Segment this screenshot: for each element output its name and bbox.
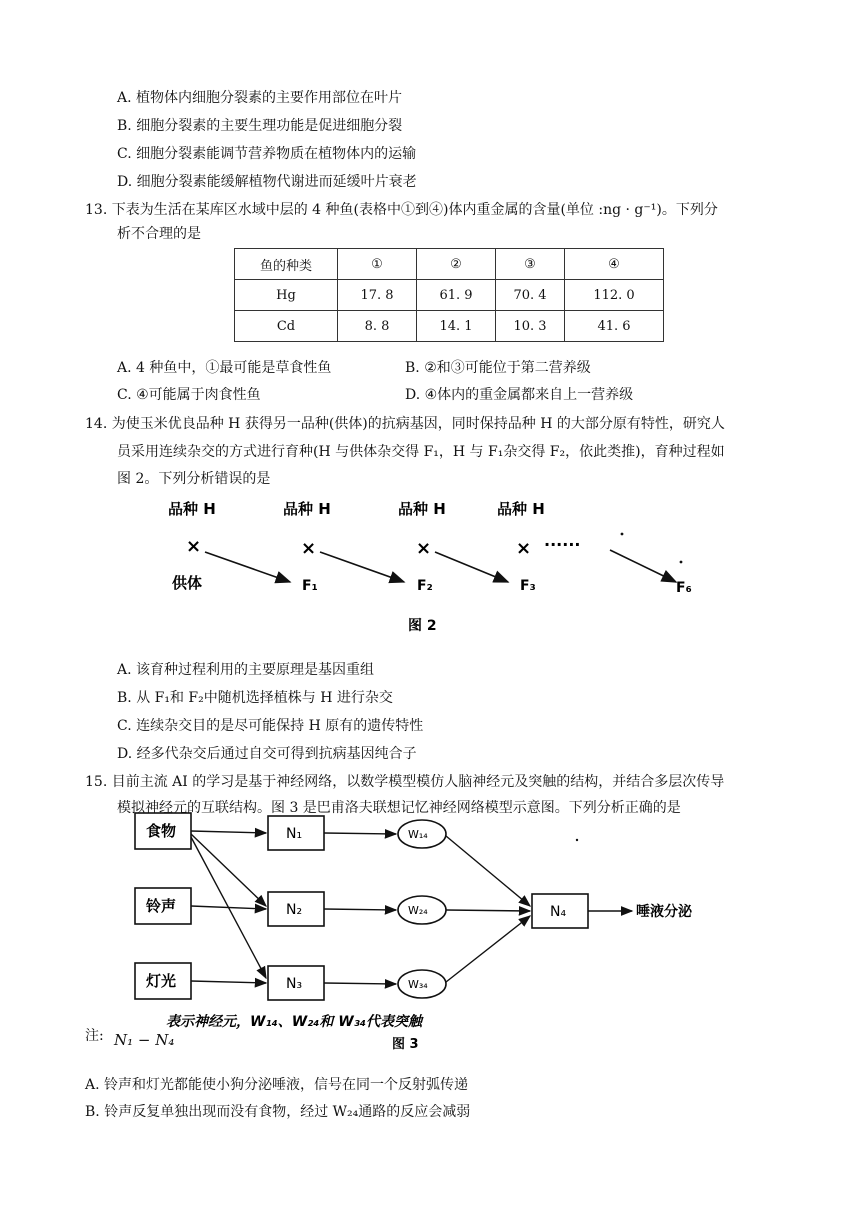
- arrow: [324, 983, 396, 984]
- q14-option-d: D. 经多代杂交后通过自交可得到抗病基因纯合子: [117, 746, 417, 762]
- variety-h-label: 品种 H: [168, 500, 216, 518]
- donor-label: 供体: [172, 574, 203, 592]
- f2-label: F₂: [417, 578, 433, 594]
- ellipsis-dots: ······: [544, 535, 581, 554]
- variety-h-label: 品种 H: [398, 500, 446, 518]
- input-label-light: 灯光: [146, 972, 177, 990]
- synapse-label-w14: W₁₄: [408, 828, 428, 841]
- figure-2-breeding-diagram: [150, 492, 730, 642]
- cross-symbol: ×: [186, 536, 202, 557]
- arrow: [320, 552, 404, 582]
- arrow: [435, 552, 508, 582]
- arrow: [191, 831, 266, 833]
- table-cell: 8. 8: [338, 311, 417, 342]
- table-row: [235, 311, 664, 342]
- cross-symbol: ×: [416, 538, 432, 559]
- table-cell: Hg: [235, 280, 338, 311]
- q14-stem-line1: 14. 为使玉米优良品种 H 获得另一品种(供体)的抗病基因，同时保持品种 H 的大部分原有特性，研究人: [85, 416, 725, 432]
- table-cell: 112. 0: [565, 280, 664, 311]
- synapse-label-w34: W₃₄: [408, 978, 428, 991]
- table-cell: 14. 1: [417, 311, 496, 342]
- fish-metal-table: [234, 248, 664, 342]
- arrow: [324, 909, 396, 910]
- scan-speck: [576, 839, 578, 841]
- table-cell: 10. 3: [496, 311, 565, 342]
- arrow: [610, 550, 676, 582]
- table-header-cell: ①: [338, 249, 417, 280]
- figure-2-caption: 图 2: [408, 618, 437, 634]
- table-cell: 41. 6: [565, 311, 664, 342]
- f3-label: F₃: [520, 578, 536, 594]
- arrow: [446, 916, 530, 982]
- figure-3-neural-network-diagram: [120, 808, 740, 1058]
- q13-option-a: A. 4 种鱼中，①最可能是草食性鱼: [117, 360, 332, 376]
- scan-speck: [621, 533, 624, 536]
- q12-option-b: B. 细胞分裂素的主要生理功能是促进细胞分裂: [117, 118, 403, 134]
- output-label-salivation: 唾液分泌: [636, 904, 692, 920]
- q12-option-c: C. 细胞分裂素能调节营养物质在植物体内的运输: [117, 146, 417, 162]
- table-header-cell: 鱼的种类: [235, 249, 338, 280]
- q15-option-a: A. 铃声和灯光都能使小狗分泌唾液，信号在同一个反射弧传递: [85, 1077, 469, 1093]
- q14-stem-line3: 图 2。下列分析错误的是: [117, 471, 271, 487]
- q14-option-c: C. 连续杂交目的是尽可能保持 H 原有的遗传特性: [117, 718, 424, 734]
- q12-option-a: A. 植物体内细胞分裂素的主要作用部位在叶片: [117, 90, 403, 106]
- cross-symbol: ×: [301, 538, 317, 559]
- cross-symbol: ×: [516, 538, 532, 559]
- table-cell: Cd: [235, 311, 338, 342]
- q15-option-b: B. 铃声反复单独出现而没有食物，经过 W₂₄通路的反应会减弱: [85, 1104, 471, 1120]
- note-math: N₁ − N₄: [114, 1031, 175, 1049]
- neuron-label-n2: N₂: [286, 902, 303, 918]
- table-row: [235, 280, 664, 311]
- input-label-bell: 铃声: [146, 897, 177, 915]
- neuron-label-n3: N₃: [286, 976, 303, 992]
- f6-label: F₆: [676, 580, 692, 596]
- q13-stem-line2: 析不合理的是: [117, 226, 201, 242]
- neuron-label-n4: N₄: [550, 904, 567, 920]
- q14-option-b: B. 从 F₁和 F₂中随机选择植株与 H 进行杂交: [117, 690, 393, 706]
- synapse-label-w24: W₂₄: [408, 904, 428, 917]
- variety-h-label: 品种 H: [283, 500, 331, 518]
- arrow: [205, 552, 290, 582]
- q15-stem-line1: 15. 目前主流 AI 的学习是基于神经网络，以数学模型模仿人脑神经元及突触的结构，并结合多层次传导: [85, 774, 725, 790]
- arrow: [191, 834, 266, 906]
- table-cell: 70. 4: [496, 280, 565, 311]
- arrow: [191, 981, 266, 983]
- table-cell: 61. 9: [417, 280, 496, 311]
- q14-stem-line2: 员采用连续杂交的方式进行育种(H 与供体杂交得 F₁，H 与 F₁杂交得 F₂，依此类推)，育种过程如: [117, 444, 725, 460]
- table-header-cell: ④: [565, 249, 664, 280]
- arrow: [446, 910, 530, 911]
- scan-speck: [680, 561, 683, 564]
- q13-option-c: C. ④可能属于肉食性鱼: [117, 387, 261, 403]
- q12-option-d: D. 细胞分裂素能缓解植物代谢进而延缓叶片衰老: [117, 174, 417, 190]
- input-label-food: 食物: [146, 822, 177, 840]
- q14-option-a: A. 该育种过程利用的主要原理是基因重组: [117, 662, 375, 678]
- q13-option-d: D. ④体内的重金属都来自上一营养级: [405, 387, 634, 403]
- variety-h-label: 品种 H: [497, 500, 545, 518]
- table-cell: 17. 8: [338, 280, 417, 311]
- table-header-row: [235, 249, 664, 280]
- q13-option-b: B. ②和③可能位于第二营养级: [405, 360, 591, 376]
- neuron-label-n1: N₁: [286, 826, 303, 842]
- figure-3-legend: 表示神经元，W₁₄、W₂₄和 W₃₄代表突触: [166, 1014, 422, 1030]
- figure-3-caption: 图 3: [392, 1037, 419, 1052]
- table-header-cell: ②: [417, 249, 496, 280]
- q15-stem-line2: 模拟神经元的互联结构。图 3 是巴甫洛夫联想记忆神经网络模型示意图。下列分析正确的是: [117, 800, 681, 816]
- arrow: [324, 833, 396, 834]
- table-header-cell: ③: [496, 249, 565, 280]
- arrow: [446, 836, 530, 906]
- note-prefix: 注:: [85, 1028, 104, 1044]
- f1-label: F₁: [302, 578, 318, 594]
- q13-stem-line1: 13. 下表为生活在某库区水域中层的 4 种鱼(表格中①到④)体内重金属的含量(单位 :ng · g⁻¹)。下列分: [85, 202, 718, 218]
